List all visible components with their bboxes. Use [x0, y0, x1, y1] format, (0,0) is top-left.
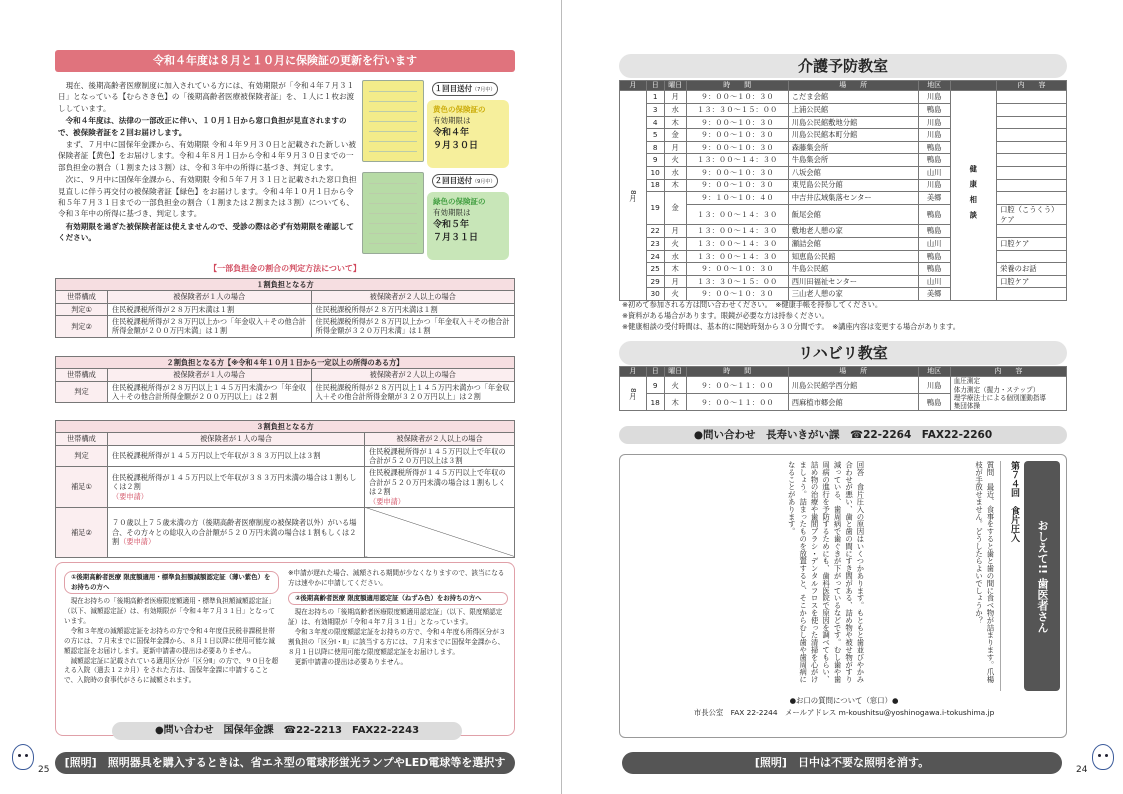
- column-header: 被保険者が１人の場合: [108, 433, 365, 445]
- table-row: 3 水 １３：３０～１５：００ 上浦公民館 鴨島: [620, 104, 1067, 117]
- table-row: 23 火 １３：００～１４：３０ 瀬詰会館 山川 口腔ケア: [620, 238, 1067, 251]
- intro-paragraph: 令和４年度は、法律の一部改正に伴い、１０月１日から窓口負担が見直されますので、被保険者証を２回お届けします。: [58, 116, 347, 137]
- intro-paragraph: 有効期限を過ぎた被保険者証は使えませんので、受診の際は必ず有効期限を確認してください。: [58, 221, 354, 243]
- table-row: 19 金 ９：１０～１０：４０ 中吉井広域集落センター 美郷: [620, 192, 1067, 205]
- table-row: 4 木 ９：００～１０：３０ 川島公民館敷地分館 川島: [620, 116, 1067, 129]
- table-row: 25 木 ９：００～１０：３０ 牛島公民館 鴨島 栄養のお話: [620, 263, 1067, 276]
- table-row: 判定① 住民税課税所得が２８万円未満は１割 住民税課税所得が２８万円未満は１割: [56, 303, 515, 315]
- table-row: 29 月 １３：３０～１５：００ 西川田福祉センター 山川 口腔ケア: [620, 275, 1067, 288]
- expiry-date: ９月３０日: [433, 140, 479, 151]
- rehab-schedule-table: 月 日 曜日 時 間 場 所 地区 内 容 8月 9 火 ９：００～１１：００ 川島公民館学西分館 川島 血圧測定 体力測定（握力・ステップ） 理学療法士による個別運動指導 集団体操 18 木 ９：００～１１：００ 西麻植市郷会館 鴨島: [619, 366, 1067, 411]
- column-header: 被保険者が１人の場合: [108, 291, 312, 303]
- empty-crossed-cell: [365, 507, 515, 557]
- choju-contact-bar: ●問い合わせ 長寿いきがい課 ☎22-2264 FAX22-2260: [619, 426, 1067, 444]
- column-header: 世帯構成: [56, 291, 108, 303]
- table-row: 補足② ７０歳以上７５歳未満の方（後期高齢者医療制度の被保険者以外）がいる場合、その方々との総収入の合計額が５２０万円未満の場合は１割もしくは２割（要申請）: [56, 507, 515, 557]
- intro-paragraph: 次に、９月中に国保年金課から、有効期限 令和５年７月３１日と記載された窓口負担見直しに伴う再交付の被保険者証【緑色】をお届けします。令和４年１０月１日から令和５年７月３１日までの一部負担金の割合（１割または２割または３割）についても、令和３年中の所得に基づき、判定します。: [58, 175, 357, 219]
- care-prevention-schedule-table: 月 日 曜日 時 間 場 所 地区 内 容 8月 1 月 ９：００～１０：３０ こだま会館 川島 健康相談 3 水 １３：３０～１５：００ 上浦公民館 鴨島 4 木 ９：００～１０：３０ 川島公民館敷地分館 川島 5 金 ９：００～１０：３０ 川島公民館本町分館 川島 8 月 ９：００～１０：３０ 森藤集会所 鴨島 9 火 １３：００～１４：３０ 牛島集会所 鴨島 10 水 ９：００～１０：３０ 八坂会館 山川 18 木 ９：００～１０：３０ 東児島公民分館 川島 19 金 ９：１０～１０：４０ 中吉井広域集落センター 美郷 １３：００～１４：３０ 飯尾会館 鴨島 口腔（こうくう）ケア 22 月 １３：００～１４：３０ 敷地老人憩の家 鴨島 23 火 １３：００～１４：３０ 瀬詰会館 山川 口腔ケア 24 水 １３：００～１４：３０ 知恵島公民館 鴨島 25 木 ９：００～１０：３０ 牛島公民館 鴨島 栄養のお話 29 月 １３：３０～１５：００ 西川田福祉センター 山川 口腔ケア 30 火 ９：００～１０：３０ 三山老人憩の家 美郷: [619, 80, 1067, 301]
- table-row: 8 月 ９：００～１０：３０ 森藤集会所 鴨島: [620, 141, 1067, 154]
- table-row: 補足① 住民税課税所得が１４５万円以上で年収が３８３万円未満の場合は１割もしくは２割 （要申請） 住民税課税所得が１４５万円以上で年収の合計が５２０万円未満の場合は１割もしくは２割 （要申請）: [56, 467, 515, 507]
- expiry-label: 黄色の保険証の: [433, 105, 486, 114]
- insurance-renewal-banner: 令和４年度は８月と１０月に保険証の更新を行います: [55, 50, 515, 72]
- table-row: 5 金 ９：００～１０：３０ 川島公民館本町分館 川島: [620, 129, 1067, 142]
- column-header: 被保険者が１人の場合: [108, 369, 312, 381]
- dentist-column-box: [619, 454, 1067, 738]
- rehab-class-title: リハビリ教室: [619, 341, 1067, 365]
- table-row: 10 水 ９：００～１０：３０ 八坂会館 山川: [620, 167, 1067, 180]
- yellow-insurance-card-image: [362, 80, 424, 162]
- page-number: 24: [1076, 765, 1088, 775]
- right-page: [562, 0, 1123, 794]
- lighting-tip-footer: [照明] 日中は不要な照明を消す。: [622, 752, 1062, 774]
- intro-text: [58, 80, 358, 244]
- expiry-label: 緑色の保険証の: [433, 197, 486, 206]
- column-header: 被保険者が２人以上の場合: [311, 369, 515, 381]
- table-row: 判定 住民税課税所得が２８万円以上１４５万円未満かつ「年金収入＋その他合計所得金額が２００万円以上」は２割 住民税課税所得が２８万円以上１４５万円未満かつ「年金収入＋その他合計所得金額が３２０万円以上」は２割: [56, 381, 515, 403]
- question-contact: ●お口の質問について（窓口）● 市長公室 FAX 22-2244 メールアドレス m-koushitsu@yoshinogawa.i-tokushima.jp: [693, 696, 995, 717]
- left-page: [0, 0, 561, 794]
- second-delivery-tag: ２回目送付（9月中）: [432, 174, 498, 188]
- column-header: 世帯構成: [56, 369, 108, 381]
- mascot-icon: [12, 744, 34, 770]
- table-title: １割負担となる方: [56, 279, 515, 291]
- expiry-year: 令和４年: [433, 127, 470, 138]
- rehab-content-list: 血圧測定 体力測定（握力・ステップ） 理学療法士による個別運動指導 集団体操: [950, 377, 1066, 411]
- expiry-year: 令和５年: [433, 219, 470, 230]
- one-割-burden-table: [55, 278, 515, 338]
- intro-paragraph: まず、７月中に国保年金課から、有効期限 令和４年９月３０日と記載された新しい被保険者証【黄色】をお届けします。令和４年８月１日から令和４年９月３０日までの一部負担金の割合（１割または３割）は、令和３年中の所得に基づき、判定します。: [58, 139, 356, 172]
- page-number: 25: [38, 765, 50, 775]
- table-row: 18 木 ９：００～１０：３０ 東児島公民分館 川島: [620, 179, 1067, 192]
- dentist-column-badge: おしえて!! 歯医者さん: [1024, 461, 1060, 691]
- table-row: 9 火 １３：００～１４：３０ 牛島集会所 鴨島: [620, 154, 1067, 167]
- column-header: 世帯構成: [56, 433, 108, 445]
- table-row: 30 火 ９：００～１０：３０ 三山老人憩の家 美郷: [620, 288, 1067, 301]
- column-question-text: 質問 最近、食事をすると歯と歯の間に食べ物が詰まります。爪楊枝が手放せません。どうしたらよいでしょうか？: [974, 461, 995, 683]
- lighting-tip-footer: [照明] 照明器具を購入するときは、省エネ型の電球形蛍光ランプやLED電球等を選択する。: [55, 752, 515, 774]
- table-row: 8月 9 火 ９：００～１１：００ 川島公民館学西分館 川島 血圧測定 体力測定（握力・ステップ） 理学療法士による個別運動指導 集団体操: [620, 377, 1067, 394]
- expiry-date: ７月３１日: [433, 232, 479, 243]
- table-row: １３：００～１４：３０ 飯尾会館 鴨島 口腔（こうくう）ケア: [620, 204, 1067, 225]
- yellow-card-expiry-box: [427, 100, 509, 168]
- table-row: 18 木 ９：００～１１：００ 西麻植市郷会館 鴨島: [620, 394, 1067, 411]
- kokuho-contact-bar: ●問い合わせ 国保年金課 ☎22-2213 FAX22-2243: [112, 722, 462, 740]
- column-title: 第７４回 食片圧入: [1000, 461, 1020, 691]
- expiry-label: 有効期限は: [433, 115, 471, 125]
- intro-paragraph: 現在、後期高齢者医療制度に加入されている方には、有効期限が「令和４年７月３１日」となっている【むらさき色】の「後期高齢者医療被保険者証」を、１人に１枚お渡ししています。: [58, 81, 355, 113]
- expiry-label: 有効期限は: [433, 207, 471, 217]
- table-row: 22 月 １３：００～１４：３０ 敷地老人憩の家 鴨島: [620, 225, 1067, 238]
- green-insurance-card-image: [362, 172, 424, 254]
- column-header: 被保険者が２人以上の場合: [365, 433, 515, 445]
- first-delivery-tag: １回目送付（7月中）: [432, 82, 498, 96]
- table-row: 24 水 １３：００～１４：３０ 知恵島公民館 鴨島: [620, 250, 1067, 263]
- table-row: 8月 1 月 ９：００～１０：３０ こだま会館 川島 健康相談: [620, 91, 1067, 104]
- two-割-burden-table: [55, 356, 515, 403]
- note-heading: ①後期高齢者医療 限度額適用・標準負担額減額認定証（薄い紫色）をお持ちの方へ: [64, 571, 279, 594]
- note-heading: ②後期高齢者医療 限度額適用認定証（ねずみ色）をお持ちの方へ: [288, 592, 508, 606]
- table-title: ３割負担となる方: [56, 421, 515, 433]
- table-title: ２割負担となる方【※令和４年１０月１日から一定以上の所得のある方】: [56, 357, 515, 369]
- health-consult-label: 健康相談: [950, 91, 996, 301]
- table-row: 判定 住民税課税所得が１４５万円以上で年収が３８３万円以上は３割 住民税課税所得が１４５万円以上で年収の合計が５２０万円以上は３割: [56, 445, 515, 467]
- column-answer-text: 回答 食片圧入の原因はいくつかあります。もともと歯並びやかみ合わせが悪い、歯と歯の間にすき間がある、詰め物や被せ物がすり減っている、歯周病で歯ぐきが下がっているなどです。むし歯や歯周病の進行を予防するためにも、歯科医院で原因を調べてもらい、詰め物の治療や歯間ブラシ・デンタルフロスを使った清掃を心がけましょう。詰まったものを放置すると、そこからむし歯や歯周病になることがあります。: [787, 461, 865, 683]
- three-割-burden-table: [55, 420, 515, 558]
- burden-ratio-heading: 【一部負担金の割合の判定方法について】: [209, 264, 361, 273]
- green-card-expiry-box: [427, 192, 509, 260]
- column-header: 被保険者が２人以上の場合: [311, 291, 515, 303]
- table-row: 判定② 住民税課税所得が２８万円以上かつ「年金収入＋その他合計所得金額が２００万円未満」は１割 住民税課税所得が２８万円以上かつ「年金収入＋その他合計所得金額が３２０万円未満」は１割: [56, 316, 515, 338]
- mascot-icon: [1092, 744, 1114, 770]
- schedule-notes: ※初めて参加される方は問い合わせください。 ※健康手帳を持参してください。 ※資料がある場合があります。眼鏡が必要な方は持参ください。 ※健康相談の受付時間は、基本的に開始時刻から３０分間です。 ※講座内容は変更する場合があります。: [622, 300, 960, 332]
- care-prevention-title: 介護予防教室: [619, 54, 1067, 78]
- limit-certificate-notes: ①後期高齢者医療 限度額適用・標準負担額減額認定証（薄い紫色）をお持ちの方へ 現在お持ちの「後期高齢者医療限度額適用・標準負担額減額認定証」（以下、減額認定証）は、有効期限が「令和４年７月３１日」となっています。 令和３年度の減額認定証をお持ちの方で令和４年度住民税非課税世帯の方には、７月末までに国保年金課から、８月１日以降に使用可能な減額認定証をお届けします。更新申請書の提出は必要ありません。 減額認定証に記載されている適用区分が「区分Ⅱ」の方で、９０日を超える入院（過去１２カ月）をされた方は、国保年金課に申請することで、入院時の食事代がさらに減額されます。 ※申請が遅れた場合、減額される期間が少なくなりますので、該当になる方は速やかに申請してください。 ②後期高齢者医療 限度額適用認定証（ねずみ色）をお持ちの方へ 現在お持ちの「後期高齢者医療限度額適用認定証」（以下、限度額認定証）は、有効期限が「令和４年７月３１日」となっています。 令和３年度の限度額認定証をお持ちの方で、令和４年度も所得区分が３割負担の「区分Ⅰ・Ⅱ」に該当する方には、７月末までに国保年金課から、８月１日以降に使用可能な限度額認定証をお届けします。 更新申請書の提出は必要ありません。: [55, 562, 515, 736]
